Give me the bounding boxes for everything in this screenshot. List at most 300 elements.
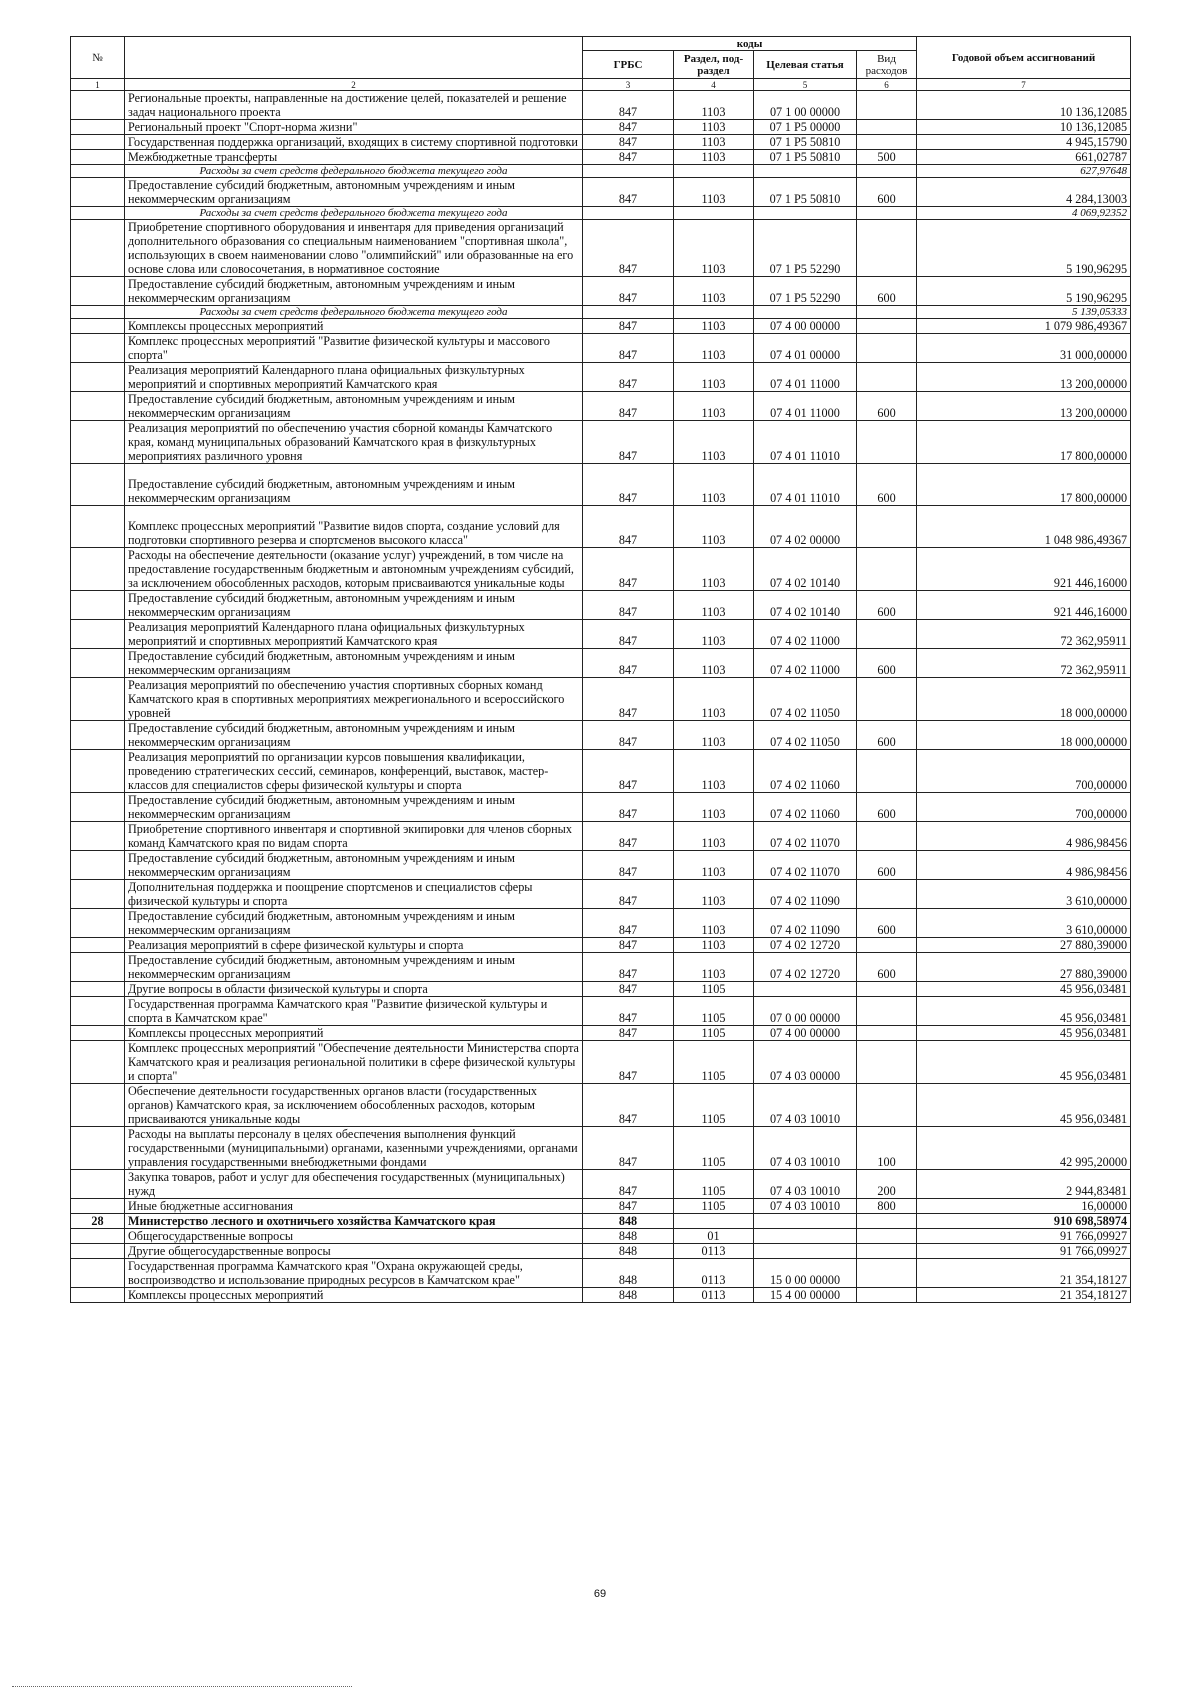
row-name: Расходы за счет средств федерального бюджета текущего года bbox=[125, 165, 583, 178]
row-razdel: 1103 bbox=[674, 135, 754, 150]
table-row bbox=[71, 1170, 1131, 1199]
table-row bbox=[71, 1084, 1131, 1127]
row-target: 07 4 02 11000 bbox=[754, 649, 857, 678]
row-grbs: 848 bbox=[583, 1259, 674, 1288]
row-amount: 72 362,95911 bbox=[917, 620, 1131, 649]
table-row bbox=[71, 392, 1131, 421]
row-grbs: 847 bbox=[583, 1041, 674, 1084]
row-name: Региональный проект "Спорт-норма жизни" bbox=[125, 120, 583, 135]
table-row bbox=[71, 909, 1131, 938]
row-number bbox=[71, 120, 125, 135]
table-row bbox=[71, 938, 1131, 953]
row-amount: 921 446,16000 bbox=[917, 548, 1131, 591]
row-name: Комплекс процессных мероприятий "Развитие видов спорта, создание условий для подготовки спортивного резерва и спортсменов высокого класса" bbox=[125, 506, 583, 548]
row-amount: 45 956,03481 bbox=[917, 1026, 1131, 1041]
row-vid bbox=[857, 421, 917, 464]
table-header bbox=[71, 37, 1131, 91]
row-target: 07 4 02 11060 bbox=[754, 750, 857, 793]
row-grbs bbox=[583, 165, 674, 178]
table-row bbox=[71, 750, 1131, 793]
row-name: Другие вопросы в области физической культуры и спорта bbox=[125, 982, 583, 997]
row-target bbox=[754, 1244, 857, 1259]
row-target: 15 0 00 00000 bbox=[754, 1259, 857, 1288]
row-target: 07 1 P5 50810 bbox=[754, 150, 857, 165]
row-vid: 600 bbox=[857, 953, 917, 982]
row-amount: 16,00000 bbox=[917, 1199, 1131, 1214]
row-amount: 13 200,00000 bbox=[917, 392, 1131, 421]
table-row bbox=[71, 506, 1131, 548]
row-vid bbox=[857, 678, 917, 721]
row-target: 07 4 02 11060 bbox=[754, 793, 857, 822]
row-number bbox=[71, 909, 125, 938]
column-number: 7 bbox=[917, 79, 1131, 91]
row-name: Государственная поддержка организаций, входящих в систему спортивной подготовки bbox=[125, 135, 583, 150]
row-amount: 4 986,98456 bbox=[917, 851, 1131, 880]
row-target: 07 1 P5 00000 bbox=[754, 120, 857, 135]
row-number bbox=[71, 135, 125, 150]
row-vid bbox=[857, 548, 917, 591]
row-target: 07 4 01 11000 bbox=[754, 363, 857, 392]
row-razdel: 1103 bbox=[674, 953, 754, 982]
row-number bbox=[71, 982, 125, 997]
row-vid bbox=[857, 1084, 917, 1127]
row-target: 07 1 00 00000 bbox=[754, 91, 857, 120]
row-razdel bbox=[674, 207, 754, 220]
row-grbs bbox=[583, 306, 674, 319]
row-razdel bbox=[674, 1214, 754, 1229]
row-target: 07 1 P5 50810 bbox=[754, 135, 857, 150]
row-razdel: 1105 bbox=[674, 982, 754, 997]
row-vid: 600 bbox=[857, 392, 917, 421]
row-name: Предоставление субсидий бюджетным, автономным учреждениям и иным некоммерческим организациям bbox=[125, 721, 583, 750]
row-vid bbox=[857, 91, 917, 120]
row-name: Министерство лесного и охотничьего хозяйства Камчатского края bbox=[125, 1214, 583, 1229]
row-number: 28 bbox=[71, 1214, 125, 1229]
row-name: Реализация мероприятий по обеспечению участия сборной команды Камчатского края, команд муниципальных образований Камчатского края в физкультурных мероприятиях различного уровня bbox=[125, 421, 583, 464]
row-number bbox=[71, 620, 125, 649]
row-razdel: 1103 bbox=[674, 909, 754, 938]
row-grbs: 847 bbox=[583, 721, 674, 750]
table-row bbox=[71, 178, 1131, 207]
header-grbs: ГРБС bbox=[583, 51, 674, 79]
row-razdel: 1103 bbox=[674, 120, 754, 135]
row-number bbox=[71, 591, 125, 620]
row-razdel: 1103 bbox=[674, 548, 754, 591]
row-vid bbox=[857, 1214, 917, 1229]
row-razdel: 1105 bbox=[674, 1127, 754, 1170]
row-number bbox=[71, 319, 125, 334]
row-vid bbox=[857, 1026, 917, 1041]
row-target: 07 4 03 10010 bbox=[754, 1170, 857, 1199]
row-number bbox=[71, 220, 125, 277]
table-row bbox=[71, 135, 1131, 150]
row-grbs: 847 bbox=[583, 334, 674, 363]
row-amount: 31 000,00000 bbox=[917, 334, 1131, 363]
row-vid bbox=[857, 620, 917, 649]
row-number bbox=[71, 421, 125, 464]
row-name: Предоставление субсидий бюджетным, автономным учреждениям и иным некоммерческим организациям bbox=[125, 851, 583, 880]
row-razdel: 1105 bbox=[674, 1026, 754, 1041]
row-amount: 45 956,03481 bbox=[917, 997, 1131, 1026]
table-row bbox=[71, 1259, 1131, 1288]
row-number bbox=[71, 1288, 125, 1303]
row-name: Межбюджетные трансферты bbox=[125, 150, 583, 165]
row-name: Комплексы процессных мероприятий bbox=[125, 1026, 583, 1041]
row-grbs: 847 bbox=[583, 909, 674, 938]
row-target: 07 4 00 00000 bbox=[754, 1026, 857, 1041]
row-vid: 600 bbox=[857, 851, 917, 880]
row-grbs: 847 bbox=[583, 793, 674, 822]
row-target: 07 4 02 10140 bbox=[754, 548, 857, 591]
federal-budget-row bbox=[71, 306, 1131, 319]
row-target bbox=[754, 1214, 857, 1229]
row-amount: 627,97648 bbox=[917, 165, 1131, 178]
row-number bbox=[71, 506, 125, 548]
row-number bbox=[71, 649, 125, 678]
row-name: Предоставление субсидий бюджетным, автономным учреждениям и иным некоммерческим организациям bbox=[125, 464, 583, 506]
budget-table-sheet bbox=[70, 36, 1130, 1303]
row-vid bbox=[857, 334, 917, 363]
table-row bbox=[71, 1229, 1131, 1244]
row-razdel: 0113 bbox=[674, 1244, 754, 1259]
row-number bbox=[71, 363, 125, 392]
header-amount: Годовой объем ассигнований bbox=[917, 37, 1131, 79]
row-vid bbox=[857, 306, 917, 319]
row-name: Комплекс процессных мероприятий "Обеспечение деятельности Министерства спорта Камчатского края и реализация региональной политики в сфере физической культуры и спорта" bbox=[125, 1041, 583, 1084]
row-razdel: 1103 bbox=[674, 721, 754, 750]
row-amount: 1 079 986,49367 bbox=[917, 319, 1131, 334]
row-name: Расходы на выплаты персоналу в целях обеспечения выполнения функций государственными (муниципальными) органами, казенными учреждениями, органами управления государственными внебюджетными фондами bbox=[125, 1127, 583, 1170]
row-number bbox=[71, 1127, 125, 1170]
row-grbs: 848 bbox=[583, 1244, 674, 1259]
column-number: 2 bbox=[125, 79, 583, 91]
header-number: № bbox=[71, 37, 125, 79]
table-row bbox=[71, 464, 1131, 506]
row-vid bbox=[857, 165, 917, 178]
row-amount: 21 354,18127 bbox=[917, 1288, 1131, 1303]
row-number bbox=[71, 1041, 125, 1084]
row-number bbox=[71, 678, 125, 721]
row-amount: 72 362,95911 bbox=[917, 649, 1131, 678]
row-vid bbox=[857, 120, 917, 135]
row-razdel: 1103 bbox=[674, 822, 754, 851]
row-razdel: 1105 bbox=[674, 997, 754, 1026]
header-codes: коды bbox=[583, 37, 917, 51]
row-vid bbox=[857, 880, 917, 909]
table-row bbox=[71, 220, 1131, 277]
table-row bbox=[71, 620, 1131, 649]
row-number bbox=[71, 1026, 125, 1041]
table-row bbox=[71, 91, 1131, 120]
row-number bbox=[71, 1199, 125, 1214]
row-vid bbox=[857, 1041, 917, 1084]
row-razdel: 1103 bbox=[674, 220, 754, 277]
row-amount: 700,00000 bbox=[917, 750, 1131, 793]
row-name: Приобретение спортивного инвентаря и спортивной экипировки для членов сборных команд Камчатского края по видам спорта bbox=[125, 822, 583, 851]
table-row bbox=[71, 880, 1131, 909]
row-number bbox=[71, 392, 125, 421]
row-razdel: 1103 bbox=[674, 91, 754, 120]
row-target: 07 4 02 12720 bbox=[754, 938, 857, 953]
row-number bbox=[71, 1170, 125, 1199]
row-grbs: 847 bbox=[583, 997, 674, 1026]
row-target: 07 4 02 11000 bbox=[754, 620, 857, 649]
row-vid: 100 bbox=[857, 1127, 917, 1170]
row-amount: 5 190,96295 bbox=[917, 220, 1131, 277]
column-number: 1 bbox=[71, 79, 125, 91]
row-target bbox=[754, 207, 857, 220]
row-name: Комплексы процессных мероприятий bbox=[125, 319, 583, 334]
row-target: 07 1 P5 52290 bbox=[754, 220, 857, 277]
row-vid bbox=[857, 822, 917, 851]
row-razdel: 01 bbox=[674, 1229, 754, 1244]
row-name: Обеспечение деятельности государственных органов власти (государственных органов) Камчатского края, за исключением обособленных расходов, которым присваиваются уникальные коды bbox=[125, 1084, 583, 1127]
row-name: Предоставление субсидий бюджетным, автономным учреждениям и иным некоммерческим организациям bbox=[125, 649, 583, 678]
row-grbs: 847 bbox=[583, 938, 674, 953]
table-row bbox=[71, 334, 1131, 363]
row-razdel: 1103 bbox=[674, 150, 754, 165]
row-target: 07 4 02 11050 bbox=[754, 678, 857, 721]
row-grbs: 847 bbox=[583, 220, 674, 277]
row-razdel: 1103 bbox=[674, 591, 754, 620]
row-number bbox=[71, 1244, 125, 1259]
row-number bbox=[71, 548, 125, 591]
row-grbs: 847 bbox=[583, 678, 674, 721]
row-number bbox=[71, 178, 125, 207]
row-grbs: 847 bbox=[583, 464, 674, 506]
row-number bbox=[71, 938, 125, 953]
row-razdel: 1103 bbox=[674, 277, 754, 306]
table-row bbox=[71, 277, 1131, 306]
row-number bbox=[71, 793, 125, 822]
row-number bbox=[71, 750, 125, 793]
row-razdel: 1103 bbox=[674, 851, 754, 880]
row-grbs: 847 bbox=[583, 1084, 674, 1127]
row-amount: 13 200,00000 bbox=[917, 363, 1131, 392]
row-target: 07 4 03 10010 bbox=[754, 1127, 857, 1170]
row-amount: 17 800,00000 bbox=[917, 421, 1131, 464]
row-grbs: 847 bbox=[583, 1170, 674, 1199]
row-number bbox=[71, 721, 125, 750]
row-amount: 10 136,12085 bbox=[917, 91, 1131, 120]
row-name: Реализация мероприятий в сфере физической культуры и спорта bbox=[125, 938, 583, 953]
row-razdel: 1103 bbox=[674, 880, 754, 909]
row-amount: 91 766,09927 bbox=[917, 1244, 1131, 1259]
row-amount: 18 000,00000 bbox=[917, 678, 1131, 721]
row-razdel bbox=[674, 165, 754, 178]
row-target: 07 4 02 11070 bbox=[754, 851, 857, 880]
row-target bbox=[754, 1229, 857, 1244]
row-grbs: 847 bbox=[583, 620, 674, 649]
row-number bbox=[71, 997, 125, 1026]
column-number: 6 bbox=[857, 79, 917, 91]
row-name: Предоставление субсидий бюджетным, автономным учреждениям и иным некоммерческим организациям bbox=[125, 178, 583, 207]
row-number bbox=[71, 207, 125, 220]
row-number bbox=[71, 150, 125, 165]
table-row bbox=[71, 1127, 1131, 1170]
row-number bbox=[71, 1259, 125, 1288]
row-number bbox=[71, 822, 125, 851]
row-grbs: 847 bbox=[583, 548, 674, 591]
row-grbs: 847 bbox=[583, 421, 674, 464]
row-name: Дополнительная поддержка и поощрение спортсменов и специалистов сферы физической культуры и спорта bbox=[125, 880, 583, 909]
table-row bbox=[71, 548, 1131, 591]
row-target: 07 4 02 10140 bbox=[754, 591, 857, 620]
row-target: 07 1 P5 52290 bbox=[754, 277, 857, 306]
row-razdel: 1103 bbox=[674, 421, 754, 464]
table-row bbox=[71, 1288, 1131, 1303]
column-number: 3 bbox=[583, 79, 674, 91]
row-razdel: 1103 bbox=[674, 319, 754, 334]
row-name: Расходы за счет средств федерального бюджета текущего года bbox=[125, 306, 583, 319]
row-razdel: 0113 bbox=[674, 1288, 754, 1303]
row-vid: 600 bbox=[857, 721, 917, 750]
row-name: Общегосударственные вопросы bbox=[125, 1229, 583, 1244]
row-razdel: 1103 bbox=[674, 750, 754, 793]
row-number bbox=[71, 277, 125, 306]
row-number bbox=[71, 1084, 125, 1127]
row-vid bbox=[857, 1288, 917, 1303]
row-vid: 200 bbox=[857, 1170, 917, 1199]
table-row bbox=[71, 649, 1131, 678]
header-vid: Вид расходов bbox=[857, 51, 917, 79]
column-number-row bbox=[71, 79, 1131, 91]
table-row bbox=[71, 793, 1131, 822]
row-target bbox=[754, 165, 857, 178]
table-row bbox=[71, 982, 1131, 997]
row-grbs: 848 bbox=[583, 1288, 674, 1303]
row-grbs: 847 bbox=[583, 506, 674, 548]
row-vid bbox=[857, 938, 917, 953]
row-name: Государственная программа Камчатского края "Охрана окружающей среды, воспроизводство и использование природных ресурсов в Камчатском крае" bbox=[125, 1259, 583, 1288]
table-row bbox=[71, 150, 1131, 165]
row-target: 07 4 03 00000 bbox=[754, 1041, 857, 1084]
row-name: Закупка товаров, работ и услуг для обеспечения государственных (муниципальных) нужд bbox=[125, 1170, 583, 1199]
row-name: Иные бюджетные ассигнования bbox=[125, 1199, 583, 1214]
column-number: 5 bbox=[754, 79, 857, 91]
row-name: Приобретение спортивного оборудования и инвентаря для приведения организаций дополнительного образования со специальным наименованием "спортивная школа", использующих в своем наименовании слово "олимпийский" или образованные на его основе слова или словосочетания, в нормативное состояние bbox=[125, 220, 583, 277]
row-number bbox=[71, 464, 125, 506]
row-amount: 45 956,03481 bbox=[917, 1084, 1131, 1127]
table-row bbox=[71, 1041, 1131, 1084]
header-target: Целевая статья bbox=[754, 51, 857, 79]
row-vid bbox=[857, 319, 917, 334]
row-amount: 17 800,00000 bbox=[917, 464, 1131, 506]
row-target: 07 4 01 11010 bbox=[754, 421, 857, 464]
row-target: 07 4 00 00000 bbox=[754, 319, 857, 334]
row-vid bbox=[857, 220, 917, 277]
row-razdel: 1103 bbox=[674, 506, 754, 548]
row-amount: 910 698,58974 bbox=[917, 1214, 1131, 1229]
table-row bbox=[71, 1244, 1131, 1259]
row-vid bbox=[857, 982, 917, 997]
row-number bbox=[71, 880, 125, 909]
row-amount: 27 880,39000 bbox=[917, 953, 1131, 982]
row-razdel: 1103 bbox=[674, 178, 754, 207]
row-grbs: 847 bbox=[583, 178, 674, 207]
row-grbs: 847 bbox=[583, 750, 674, 793]
row-name: Реализация мероприятий Календарного плана официальных физкультурных мероприятий и спортивных мероприятий Камчатского края bbox=[125, 620, 583, 649]
header-name bbox=[125, 37, 583, 79]
row-grbs bbox=[583, 207, 674, 220]
row-razdel: 1103 bbox=[674, 334, 754, 363]
row-number bbox=[71, 165, 125, 178]
row-grbs: 847 bbox=[583, 953, 674, 982]
row-razdel: 1105 bbox=[674, 1170, 754, 1199]
table-row bbox=[71, 678, 1131, 721]
row-grbs: 847 bbox=[583, 880, 674, 909]
table-row bbox=[71, 1214, 1131, 1229]
row-amount: 45 956,03481 bbox=[917, 982, 1131, 997]
table-row bbox=[71, 363, 1131, 392]
row-amount: 5 190,96295 bbox=[917, 277, 1131, 306]
row-razdel bbox=[674, 306, 754, 319]
row-target: 07 4 01 11000 bbox=[754, 392, 857, 421]
row-grbs: 847 bbox=[583, 1199, 674, 1214]
row-name: Предоставление субсидий бюджетным, автономным учреждениям и иным некоммерческим организациям bbox=[125, 793, 583, 822]
row-grbs: 847 bbox=[583, 822, 674, 851]
row-amount: 4 284,13003 bbox=[917, 178, 1131, 207]
row-name: Расходы за счет средств федерального бюджета текущего года bbox=[125, 207, 583, 220]
row-vid: 600 bbox=[857, 178, 917, 207]
row-target: 07 4 03 10010 bbox=[754, 1199, 857, 1214]
row-amount: 2 944,83481 bbox=[917, 1170, 1131, 1199]
row-amount: 91 766,09927 bbox=[917, 1229, 1131, 1244]
row-name: Реализация мероприятий Календарного плана официальных физкультурных мероприятий и спортивных мероприятий Камчатского края bbox=[125, 363, 583, 392]
row-vid: 600 bbox=[857, 464, 917, 506]
row-amount: 4 986,98456 bbox=[917, 822, 1131, 851]
row-grbs: 847 bbox=[583, 649, 674, 678]
row-vid bbox=[857, 1229, 917, 1244]
row-vid bbox=[857, 363, 917, 392]
row-razdel: 1105 bbox=[674, 1199, 754, 1214]
table-row bbox=[71, 1026, 1131, 1041]
row-name: Предоставление субсидий бюджетным, автономным учреждениям и иным некоммерческим организациям bbox=[125, 392, 583, 421]
row-razdel: 1103 bbox=[674, 392, 754, 421]
row-name: Расходы на обеспечение деятельности (оказание услуг) учреждений, в том числе на предоставление государственным бюджетным и автономным учреждениям субсидий, за исключением обособленных расходов, которым присваиваются уникальные коды bbox=[125, 548, 583, 591]
row-vid: 600 bbox=[857, 591, 917, 620]
row-amount: 5 139,05333 bbox=[917, 306, 1131, 319]
table-row bbox=[71, 953, 1131, 982]
table-row bbox=[71, 997, 1131, 1026]
row-amount: 1 048 986,49367 bbox=[917, 506, 1131, 548]
row-number bbox=[71, 306, 125, 319]
row-number bbox=[71, 953, 125, 982]
table-row bbox=[71, 319, 1131, 334]
row-target bbox=[754, 982, 857, 997]
row-name: Другие общегосударственные вопросы bbox=[125, 1244, 583, 1259]
row-vid: 600 bbox=[857, 909, 917, 938]
row-name: Реализация мероприятий по организации курсов повышения квалификации, проведению стратегических сессий, семинаров, конференций, выставок, мастер-классов для специалистов сферы физической культуры и спорта bbox=[125, 750, 583, 793]
row-razdel: 1103 bbox=[674, 678, 754, 721]
row-vid: 600 bbox=[857, 649, 917, 678]
row-grbs: 847 bbox=[583, 982, 674, 997]
row-vid bbox=[857, 506, 917, 548]
row-number bbox=[71, 851, 125, 880]
table-row bbox=[71, 120, 1131, 135]
row-grbs: 847 bbox=[583, 277, 674, 306]
row-grbs: 847 bbox=[583, 591, 674, 620]
row-amount: 3 610,00000 bbox=[917, 909, 1131, 938]
row-amount: 42 995,20000 bbox=[917, 1127, 1131, 1170]
row-amount: 700,00000 bbox=[917, 793, 1131, 822]
row-target: 15 4 00 00000 bbox=[754, 1288, 857, 1303]
row-name: Комплекс процессных мероприятий "Развитие физической культуры и массового спорта" bbox=[125, 334, 583, 363]
row-grbs: 847 bbox=[583, 135, 674, 150]
row-target: 07 4 01 00000 bbox=[754, 334, 857, 363]
row-target: 07 0 00 00000 bbox=[754, 997, 857, 1026]
row-target: 07 4 01 11010 bbox=[754, 464, 857, 506]
